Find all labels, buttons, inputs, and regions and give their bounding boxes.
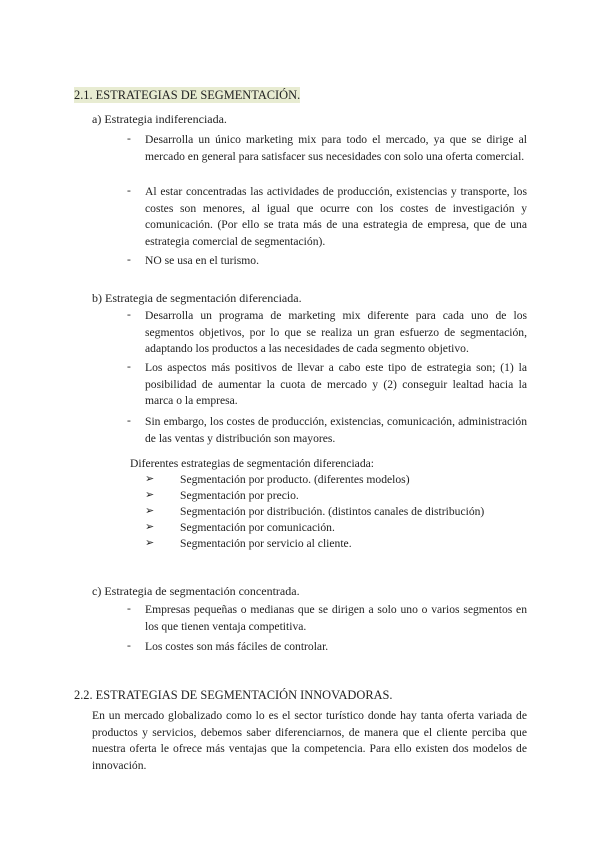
bullet-a-1: Desarrolla un único marketing mix para todo el mercado, ya que se dirige al mercado en general para satisfacer sus necesidades con solo una oferta comercial.	[145, 133, 527, 163]
bullet-a-2: Al estar concentradas las actividades de producción, existencias y transporte, los costes son menores, al igual que ocurre con los costes de investigación y comunicación. (Por ello se trata más de una estrategia de empresa, que de una estrategia comercial de segmentación).	[145, 185, 527, 248]
dash-marker: -	[127, 253, 131, 266]
item-c-label: c) Estrategia de segmentación concentrada.	[92, 584, 300, 598]
section-heading-2-2: 2.2. ESTRATEGIAS DE SEGMENTACIÓN INNOVADORAS.	[74, 688, 393, 702]
arrow-bullet-icon: ➢	[145, 520, 155, 533]
bullet-c-2: Los costes son más fáciles de controlar.	[145, 640, 329, 653]
bullet-b-3: Sin embargo, los costes de producción, existencias, comunicación, administración de las ventas y distribución son mayores.	[145, 415, 527, 445]
item-b-label: b) Estrategia de segmentación diferenciada.	[92, 291, 302, 305]
subitem-distribucion: Segmentación por distribución. (distintos canales de distribución)	[180, 505, 485, 518]
bullet-b-2: Los aspectos más positivos de llevar a cabo este tipo de estrategia son; (1) la posibilidad de aumentar la cuota de mercado y (2) conseguir lealtad hacia la marca o la empresa.	[145, 361, 527, 407]
bullet-b-1: Desarrolla un programa de marketing mix diferente para cada uno de los segmentos objetivos, por lo que se realiza un gran esfuerzo de segmentación, adaptando los productos a las necesidades de cada segmento objetivo.	[145, 309, 527, 355]
dash-marker: -	[127, 184, 131, 197]
section-heading-2-1: 2.1. ESTRATEGIAS DE SEGMENTACIÓN.	[74, 88, 301, 102]
paragraph-innovacion: En un mercado globalizado como lo es el sector turístico donde hay tanta oferta variada de productos y servicios, debemos saber diferenciarnos, de manera que el cliente perciba que nuestra oferta le ofrece más ventajas que la competencia. Para ello existen dos modelos de innovación.	[92, 709, 527, 772]
dash-marker: -	[127, 308, 131, 321]
subheading-diferenciada: Diferentes estrategias de segmentación diferenciada:	[130, 457, 374, 470]
subitem-comunicacion: Segmentación por comunicación.	[180, 521, 335, 534]
dash-marker: -	[127, 602, 131, 615]
arrow-bullet-icon: ➢	[145, 472, 155, 485]
dash-marker: -	[127, 360, 131, 373]
arrow-bullet-icon: ➢	[145, 488, 155, 501]
subitem-precio: Segmentación por precio.	[180, 489, 299, 502]
bullet-c-1: Empresas pequeñas o medianas que se dirigen a solo uno o varios segmentos en los que tienen ventaja competitiva.	[145, 603, 527, 633]
arrow-bullet-icon: ➢	[145, 504, 155, 517]
subitem-servicio-cliente: Segmentación por servicio al cliente.	[180, 537, 352, 550]
arrow-bullet-icon: ➢	[145, 536, 155, 549]
dash-marker: -	[127, 414, 131, 427]
item-a-label: a) Estrategia indiferenciada.	[92, 112, 227, 126]
subitem-producto: Segmentación por producto. (diferentes modelos)	[180, 473, 410, 486]
dash-marker: -	[127, 639, 131, 652]
bullet-a-3: NO se usa en el turismo.	[145, 254, 259, 267]
dash-marker: -	[127, 132, 131, 145]
